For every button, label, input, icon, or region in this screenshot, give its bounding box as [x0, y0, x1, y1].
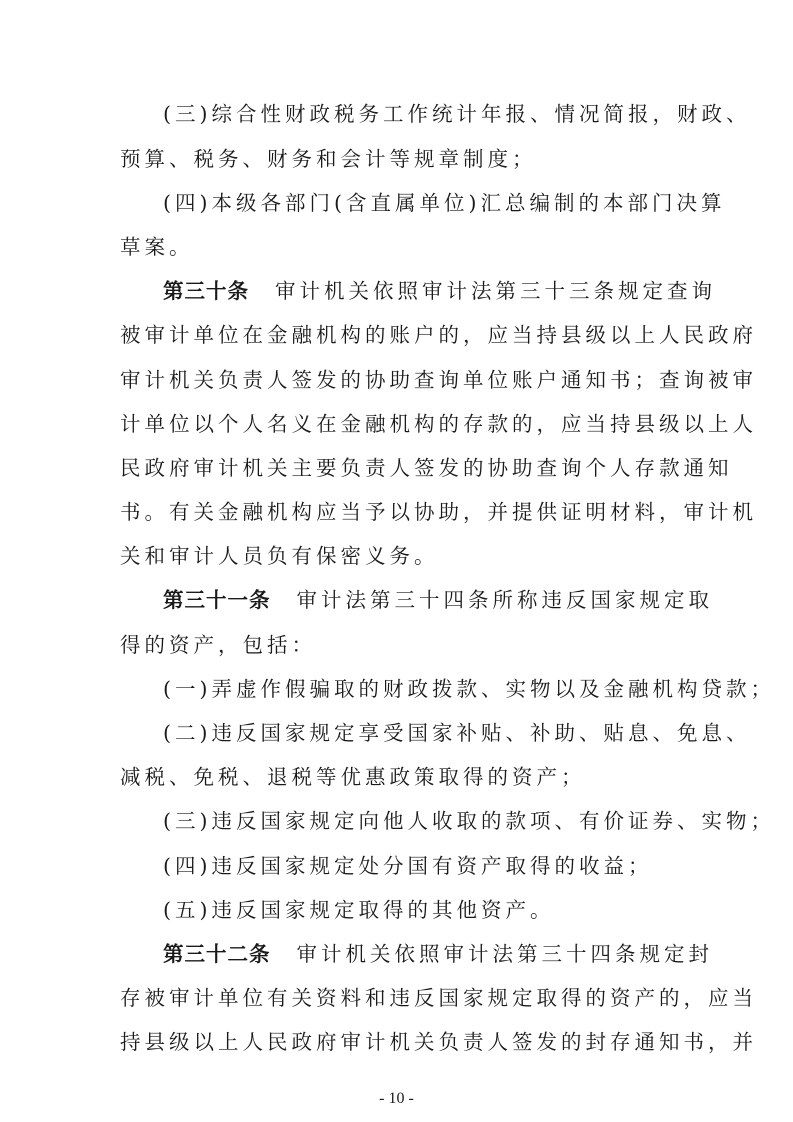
text-line: 存被审计单位有关资料和违反国家规定取得的资产的，应当: [120, 986, 757, 1010]
page-number: - 10 -: [379, 1090, 414, 1107]
article-heading-line: 第三十二条 审计机关依照审计法第三十四条规定封: [163, 942, 713, 966]
text-line: (四)违反国家规定处分国有资产取得的收益；: [163, 854, 653, 878]
text-line: (四)本级各部门(含直属单位)汇总编制的本部门决算: [163, 191, 726, 215]
text-line: 计单位以个人名义在金融机构的存款的，应当持县级以上人: [120, 412, 757, 436]
text-line: 书。有关金融机构应当予以协助，并提供证明材料，审计机: [120, 500, 757, 524]
text-line: 关和审计人员负有保密义务。: [120, 544, 439, 568]
text-line: (五)违反国家规定取得的其他资产。: [163, 898, 555, 922]
text-line: 草案。: [120, 235, 194, 259]
text-line: 持县级以上人民政府审计机关负责人签发的封存通知书，并: [120, 1030, 757, 1054]
text-line: 民政府审计机关主要负责人签发的协助查询个人存款通知: [120, 456, 733, 480]
article-number: 第三十条: [163, 279, 249, 303]
text-line: 减税、免税、退税等优惠政策取得的资产；: [120, 765, 586, 789]
article-heading-line: 第三十条 审计机关依照审计法第三十三条规定查询: [163, 279, 716, 303]
text-line: 预算、税务、财务和会计等规章制度；: [120, 147, 537, 171]
text-line: 审计机关负责人签发的协助查询单位账户通知书；查询被审: [120, 368, 757, 392]
article-number: 第三十一条: [163, 588, 271, 612]
text-line: (一)弄虚作假骗取的财政拨款、实物以及金融机构贷款；: [163, 677, 775, 701]
text-line: 被审计单位在金融机构的账户的，应当持县级以上人民政府: [120, 323, 757, 347]
text-line: (三)综合性财政税务工作统计年报、情况简报，财政、: [163, 102, 751, 126]
text-line: (三)违反国家规定向他人收取的款项、有价证券、实物；: [163, 809, 775, 833]
article-heading-line: 第三十一条 审计法第三十四条所称违反国家规定取: [163, 588, 713, 612]
text-line: 得的资产，包括：: [120, 633, 316, 657]
article-number: 第三十二条: [163, 942, 271, 966]
text-line: (二)违反国家规定享受国家补贴、补助、贴息、免息、: [163, 721, 751, 745]
